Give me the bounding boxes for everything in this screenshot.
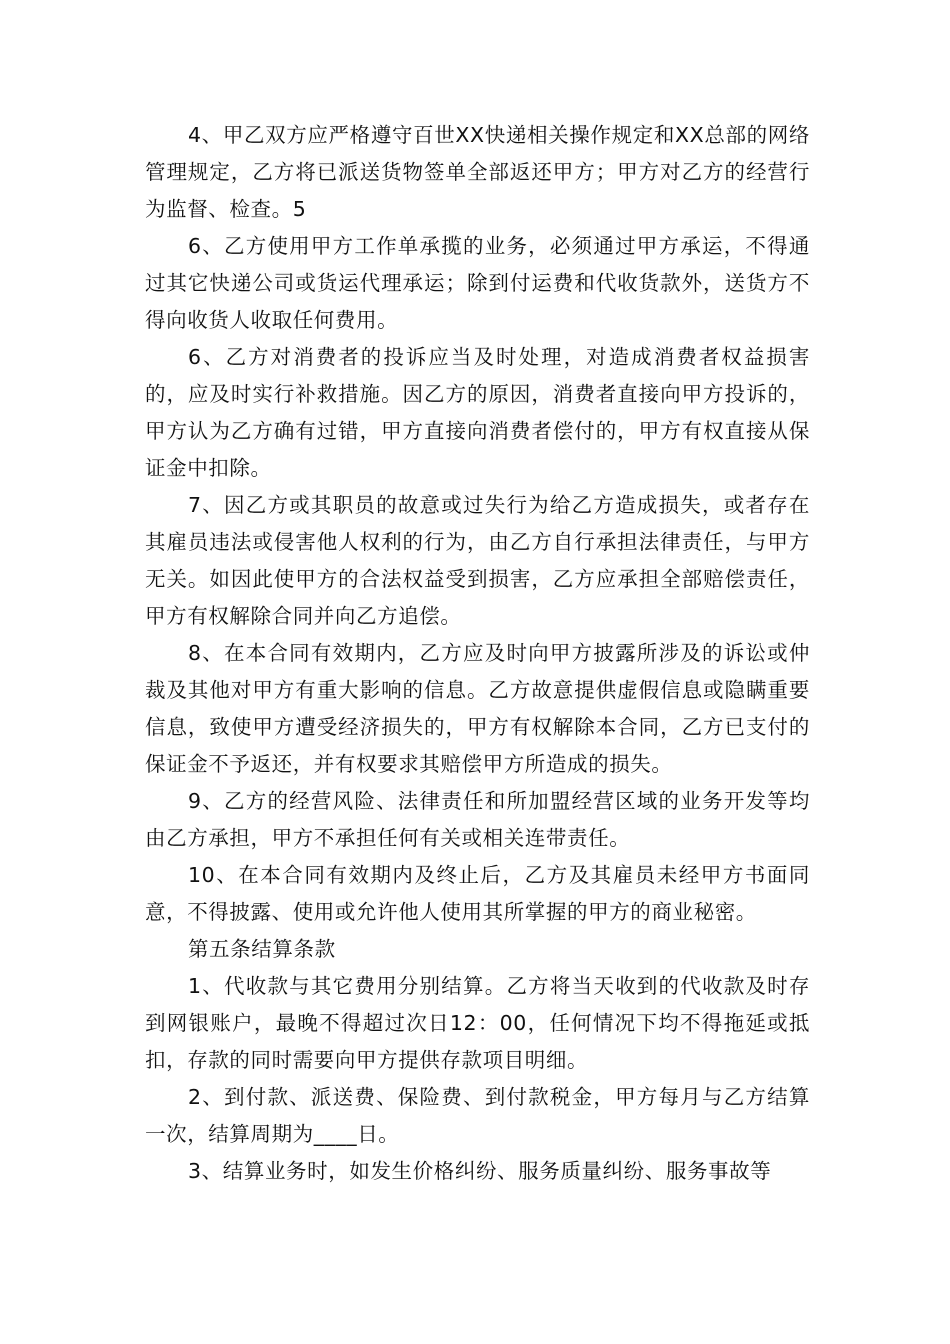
document-body — [145, 117, 810, 1190]
clause-7-liability: 7、因乙方或其职员的故意或过失行为给乙方造成损失，或者存在其雇员违法或侵害他人权利的行为，由乙方自行承担法律责任，与甲方无关。如因此使甲方的合法权益受到损害，乙方应承担全部赔偿责任，甲方有权解除合同并向乙方追偿。 — [145, 493, 810, 628]
clause-6-waybill-carriage: 6、乙方使用甲方工作单承揽的业务，必须通过甲方承运，不得通过其它快递公司或货运代理承运；除到付运费和代收货款外，送货方不得向收货人收取任何费用。 — [145, 234, 810, 332]
section-heading-settlement: 第五条结算条款 — [188, 937, 336, 961]
settlement-clause-1: 1、代收款与其它费用分别结算。乙方将当天收到的代收款及时存到网银账户，最晚不得超过次日12：00，任何情况下均不得拖延或抵扣，存款的同时需要向甲方提供存款项目明细。 — [145, 974, 810, 1072]
clause-6-consumer-complaints: 6、乙方对消费者的投诉应当及时处理，对造成消费者权益损害的，应及时实行补救措施。因乙方的原因，消费者直接向甲方投诉的，甲方认为乙方确有过错，甲方直接向消费者偿付的，甲方有权直接从保证金中扣除。 — [145, 345, 810, 480]
clause-8-disclosure: 8、在本合同有效期内，乙方应及时向甲方披露所涉及的诉讼或仲裁及其他对甲方有重大影响的信息。乙方故意提供虚假信息或隐瞒重要信息，致使甲方遭受经济损失的，甲方有权解除本合同，乙方已支付的保证金不予返还，并有权要求其赔偿甲方所造成的损失。 — [145, 641, 810, 776]
settlement-clause-3: 3、结算业务时，如发生价格纠纷、服务质量纠纷、服务事故等 — [188, 1159, 772, 1183]
clause-10-trade-secrets: 10、在本合同有效期内及终止后，乙方及其雇员未经甲方书面同意，不得披露、使用或允许他人使用其所掌握的甲方的商业秘密。 — [145, 863, 810, 924]
clause-9-business-risk: 9、乙方的经营风险、法律责任和所加盟经营区域的业务开发等均由乙方承担，甲方不承担任何有关或相关连带责任。 — [145, 789, 810, 850]
clause-4-operation-rules: 4、甲乙双方应严格遵守百世XX快递相关操作规定和XX总部的网络管理规定，乙方将已派送货物签单全部返还甲方；甲方对乙方的经营行为监督、检查。5 — [145, 123, 810, 221]
settlement-clause-2: 2、到付款、派送费、保险费、到付款税金，甲方每月与乙方结算一次，结算周期为____日。 — [145, 1085, 810, 1146]
